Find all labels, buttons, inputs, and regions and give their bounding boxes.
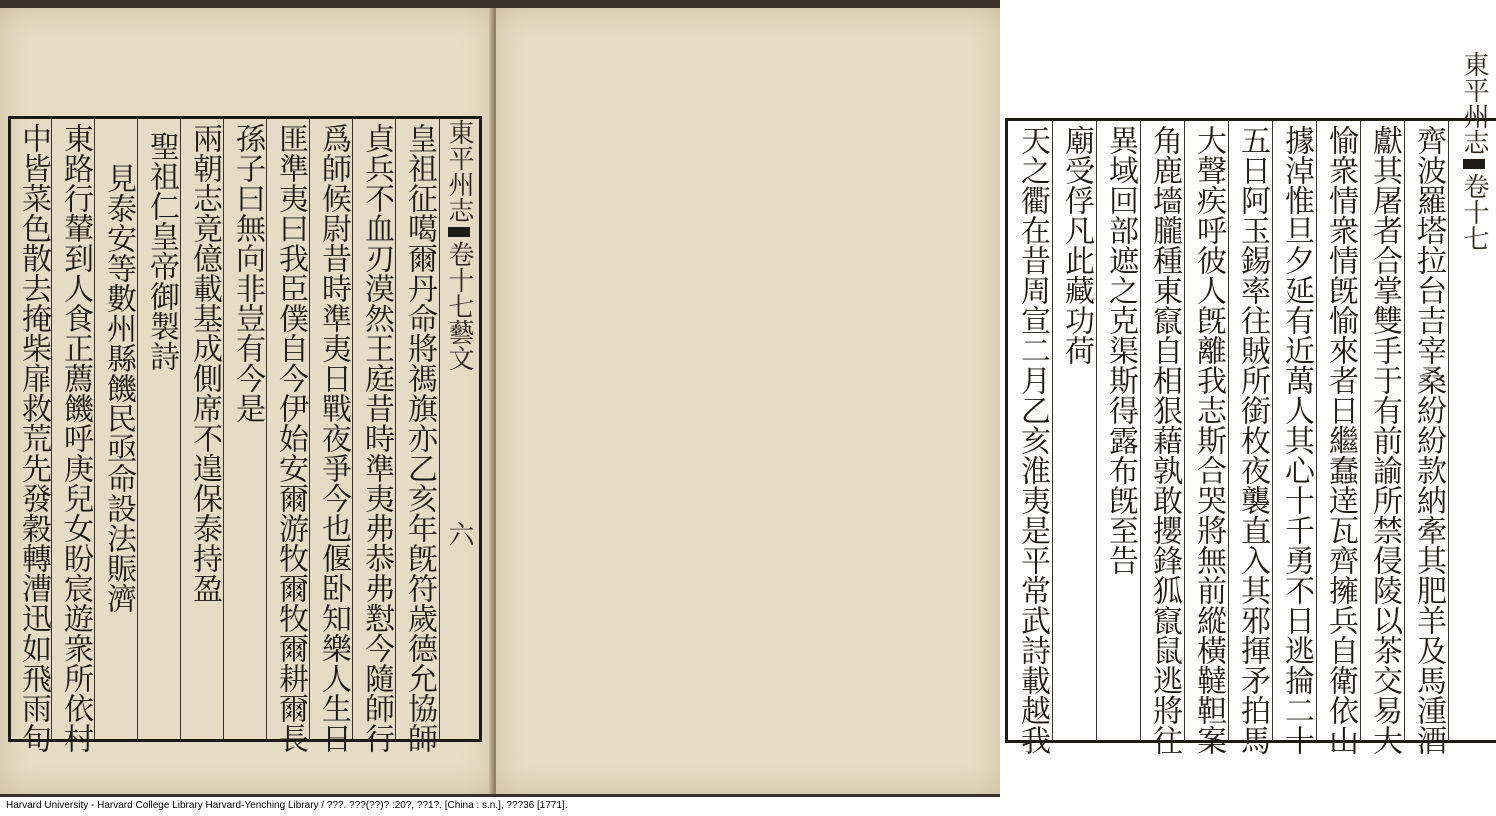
left-column-10: 中皆菜色散去掩柴扉救荒先發穀轉漕迅如飛雨旬 <box>16 123 51 753</box>
right-column-1: 齊波羅塔拉台吉宰桑紛紛款納牽其肥羊及馬湩酒 <box>1411 125 1446 755</box>
right-column-10: 天之衢在昔周宣二月乙亥淮夷是平常武詩載越我 <box>1015 125 1050 755</box>
column-rule <box>1096 121 1097 740</box>
left-banxin-juan: 卷十七藝文 <box>444 241 474 371</box>
left-banxin <box>443 119 479 739</box>
left-column-4: 匪準夷曰我臣僕自今伊始安爾游牧爾牧爾耕爾長 <box>273 123 308 753</box>
right-column-6: 大聲疾呼彼人旣離我志斯合哭將無前縱橫韃靼案 <box>1191 125 1226 755</box>
left-banxin-title: 東平州志 <box>444 119 474 223</box>
right-column-7: 角鹿墻朧種東竄自相狠藉孰敢攖鋒狐竄鼠逃將往 <box>1147 125 1182 755</box>
column-rule <box>1316 121 1317 740</box>
left-column-6: 兩朝志竟億載基成側席不遑保泰持盈 <box>187 123 222 603</box>
column-rule <box>1404 121 1405 740</box>
column-rule <box>1140 121 1141 740</box>
fish-tail-mark <box>448 227 470 237</box>
left-column-9: 東路行輦到人食正薦饑呼庚兒女盼宸遊衆所依村 <box>58 123 93 753</box>
left-column-1: 皇祖征噶爾丹命將禡旗亦乙亥年旣符歲德允協師 <box>402 123 437 753</box>
left-column-2: 貞兵不血刃漠然王庭昔時準夷弗恭弗懟今隨師行 <box>359 123 394 753</box>
left-text-frame <box>8 116 482 753</box>
right-page <box>496 8 1489 794</box>
left-column-7: 聖祖仁皇帝御製詩 <box>144 131 179 371</box>
fish-tail-mark <box>1463 159 1485 169</box>
right-banxin-juan: 卷十七 <box>1459 173 1489 251</box>
left-column-5: 孫子曰無向非豈有今是 <box>230 123 265 423</box>
right-banxin <box>1454 51 1494 740</box>
column-rule <box>1228 121 1229 740</box>
right-column-5: 五日阿玉錫率往賊所銜枚夜襲直入其邪揮矛拍馬 <box>1235 125 1270 755</box>
right-column-4: 據淖惟旦夕延有近萬人其心十千勇不日逃掄二十 <box>1279 125 1314 755</box>
column-rule <box>1272 121 1273 740</box>
right-text-frame <box>1005 51 1496 755</box>
image-caption: Harvard University - Harvard College Library Harvard-Yenching Library / ???. ???(??)? :20?, ??1?. [China : s.n.], ???36 [1771]. <box>6 800 568 811</box>
right-banxin-title: 東平州志 <box>1459 51 1489 155</box>
right-column-2: 獻其屠者合掌雙手于有前諭所禁侵陵以茶交易大 <box>1367 125 1402 755</box>
left-page <box>0 8 494 794</box>
right-column-3: 愉衆情衆情旣愉來者日繼蠢逹瓦齊擁兵自衛依山 <box>1323 125 1358 755</box>
left-page-number: 六 <box>444 521 474 547</box>
right-column-9: 廟受俘凡此藏功荷 <box>1059 125 1094 365</box>
column-rule <box>1448 121 1449 740</box>
right-column-8: 異域回部遮之克渠斯得露布旣至告 <box>1103 125 1138 575</box>
column-rule <box>1184 121 1185 740</box>
left-column-8: 見泰安等數州縣饑民亟命設法賑濟 <box>101 163 136 613</box>
left-column-3: 爲師候尉昔時準夷日戰夜爭今也偃卧知樂人生日 <box>316 123 351 753</box>
column-rule <box>1052 121 1053 740</box>
column-rule <box>1360 121 1361 740</box>
